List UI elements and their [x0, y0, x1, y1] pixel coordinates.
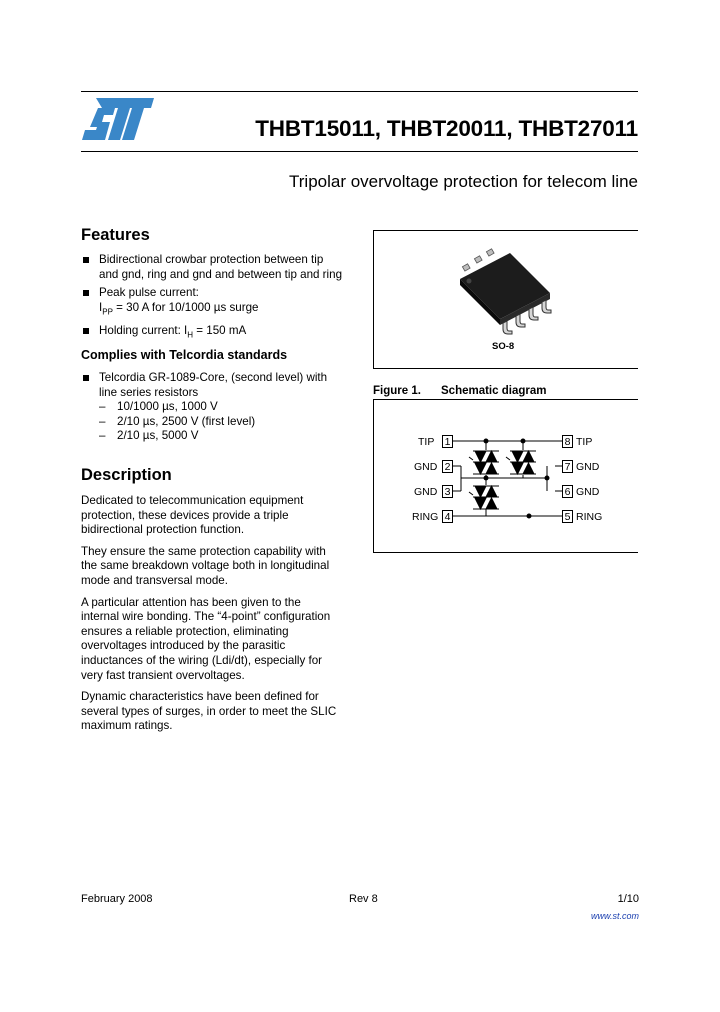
compliance-subitem: – 10/1000 µs, 1000 V: [99, 400, 218, 414]
document-title: THBT15011, THBT20011, THBT27011: [255, 116, 638, 141]
pin-label: TIP: [576, 436, 593, 448]
description-heading: Description: [81, 466, 172, 484]
pin-label: GND: [414, 461, 438, 473]
compliance-heading: Complies with Telcordia standards: [81, 348, 288, 362]
figure-caption: Figure 1. Schematic diagram: [373, 385, 547, 397]
pin-label: GND: [576, 486, 600, 498]
feature-item: Peak pulse current: $I_{PP} = 30$ A for 10/1000 µs surge: [81, 286, 361, 320]
footer-revision: Rev 8: [349, 893, 378, 905]
pin-number: 7: [562, 460, 573, 473]
footer-date: February 2008: [81, 893, 153, 905]
so8-package-icon: [455, 247, 565, 337]
pin-number: 5: [562, 510, 573, 523]
description-paragraph: Dynamic characteristics have been defined for several types of surges, in order to meet the SLIC maximum ratings.: [81, 690, 337, 733]
features-list: [81, 253, 361, 347]
pin-number: 6: [562, 485, 573, 498]
feature-item: Holding current: $I_H = 150$ mA: [81, 324, 361, 343]
description-paragraph: Dedicated to telecommunication equipment protection, these devices provide a triple bidirectional protection function.: [81, 494, 304, 537]
pin-label: GND: [414, 486, 438, 498]
features-heading: Features: [81, 226, 150, 244]
compliance-list: [81, 371, 361, 448]
compliance-item: Telcordia GR-1089-Core, (second level) with line series resistors – 10/1000 µs, 1000 V – 2/10 µs, 2500 V (first level) – 2/10 µs, 5000 V: [81, 371, 361, 444]
pin-number: 3: [442, 485, 453, 498]
compliance-subitem: – 2/10 µs, 5000 V: [99, 429, 199, 443]
package-label: SO-8: [492, 341, 515, 352]
document-subtitle: Tripolar overvoltage protection for telecom line: [289, 172, 638, 191]
st-logo-icon: [80, 94, 156, 144]
title-rule: [81, 151, 638, 152]
bullet-square-icon: [83, 375, 89, 381]
bullet-square-icon: [83, 328, 89, 334]
pin-label: RING: [412, 511, 439, 523]
feature-item: Bidirectional crowbar protection between tip and gnd, ring and gnd and between tip and ring: [81, 253, 361, 282]
pin-number: 1: [442, 435, 453, 448]
description-body: [81, 494, 351, 741]
description-paragraph: A particular attention has been given to the internal wire bonding. The “4-point” configuration ensures a reliable protection, eliminating overvoltages introduced by the parasitic inductances of the wiring (Ldi/dt), especially for very fast transient overvoltages.: [81, 595, 331, 682]
pin-label: RING: [576, 511, 603, 523]
footer-url-link[interactable]: www.st.com: [590, 911, 639, 921]
bullet-square-icon: [83, 257, 89, 263]
header-top-rule: [81, 91, 638, 92]
description-paragraph: They ensure the same protection capability with the same breakdown voltage both in longitudinal mode and transversal mode.: [81, 544, 330, 587]
pin-label: GND: [576, 461, 600, 473]
compliance-subitem: – 2/10 µs, 2500 V (first level): [99, 414, 256, 428]
pin-number: 8: [562, 435, 573, 448]
pin-label: TIP: [418, 436, 435, 448]
schematic-diagram: [453, 425, 563, 525]
pin-number: 2: [442, 460, 453, 473]
footer-page-number: 1/10: [617, 893, 639, 905]
pin-number: 4: [442, 510, 453, 523]
bullet-square-icon: [83, 290, 89, 296]
